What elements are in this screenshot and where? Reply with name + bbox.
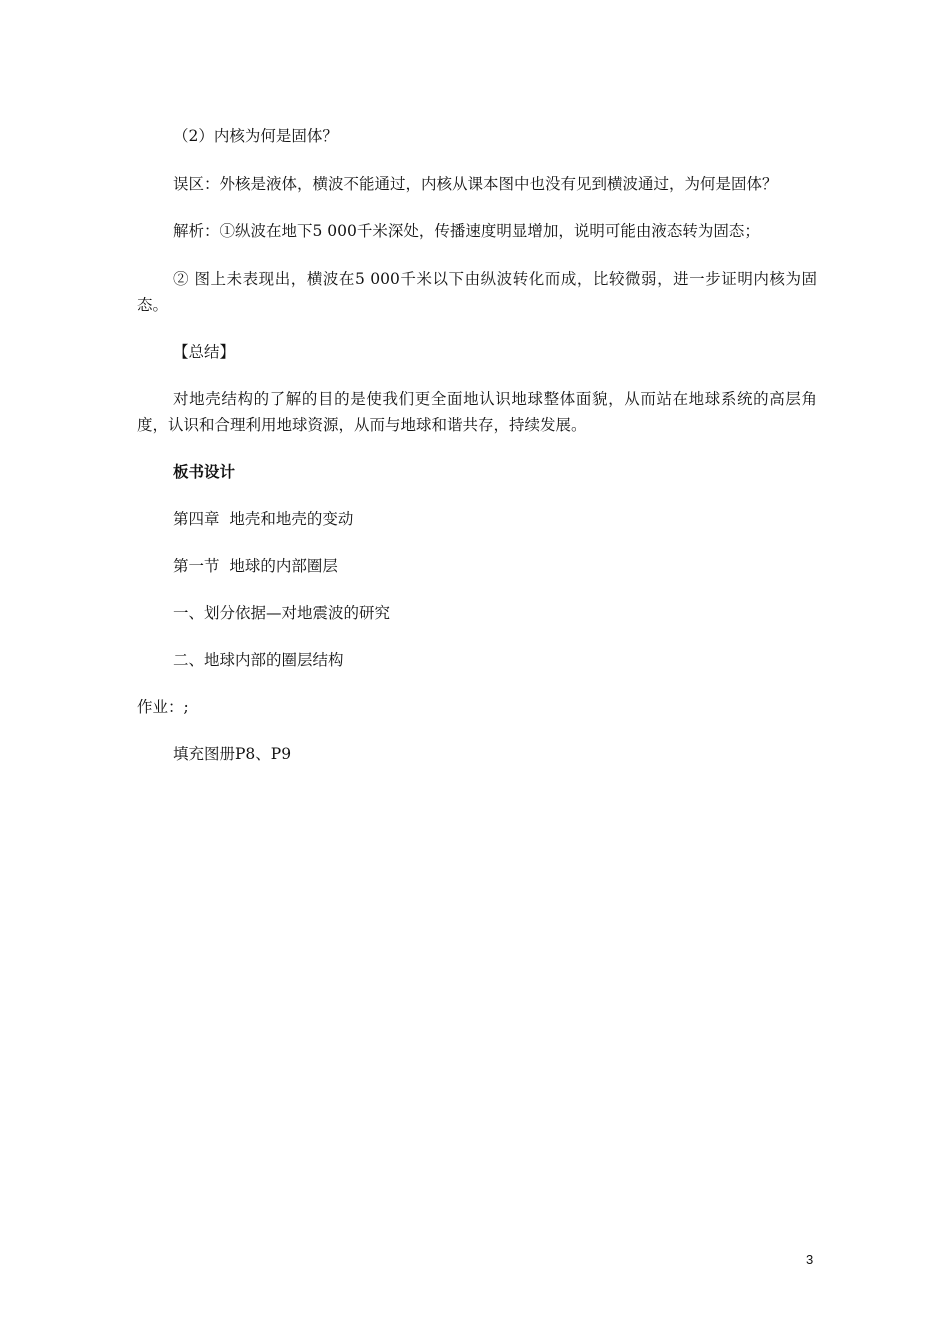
page-number: 3	[806, 1252, 814, 1267]
board-design-heading: 板书设计	[173, 462, 236, 481]
summary-heading: 【总结】	[173, 343, 236, 361]
summary-paragraph: 对地壳结构的了解的目的是使我们更全面地认识地球整体面貌，从而站在地球系统的高层角度，认识和合理利用地球资源，从而与地球和谐共存，持续发展。	[137, 390, 817, 434]
outline-item-2: 二、地球内部的圈层结构	[173, 651, 344, 669]
homework-label: 作业：;	[137, 698, 189, 716]
analysis-paragraph-1: 解析：①纵波在地下5 000千米深处，传播速度明显增加，说明可能由液态转为固态；	[173, 222, 760, 240]
outline-item-1: 一、划分依据—对地震波的研究	[173, 604, 391, 622]
section-title: 第一节 地球的内部圈层	[173, 557, 338, 575]
analysis-paragraph-2: ② 图上未表现出，横波在5 000千米以下由纵波转化而成，比较微弱，进一步证明内核为固态。	[137, 270, 817, 314]
question-2: （2）内核为何是固体？	[173, 127, 338, 145]
homework-content: 填充图册P8、P9	[173, 745, 292, 763]
chapter-title: 第四章 地壳和地壳的变动	[173, 510, 354, 528]
misconception-paragraph: 误区：外核是液体，横波不能通过，内核从课本图中也没有见到横波通过，为何是固体？	[173, 175, 778, 193]
